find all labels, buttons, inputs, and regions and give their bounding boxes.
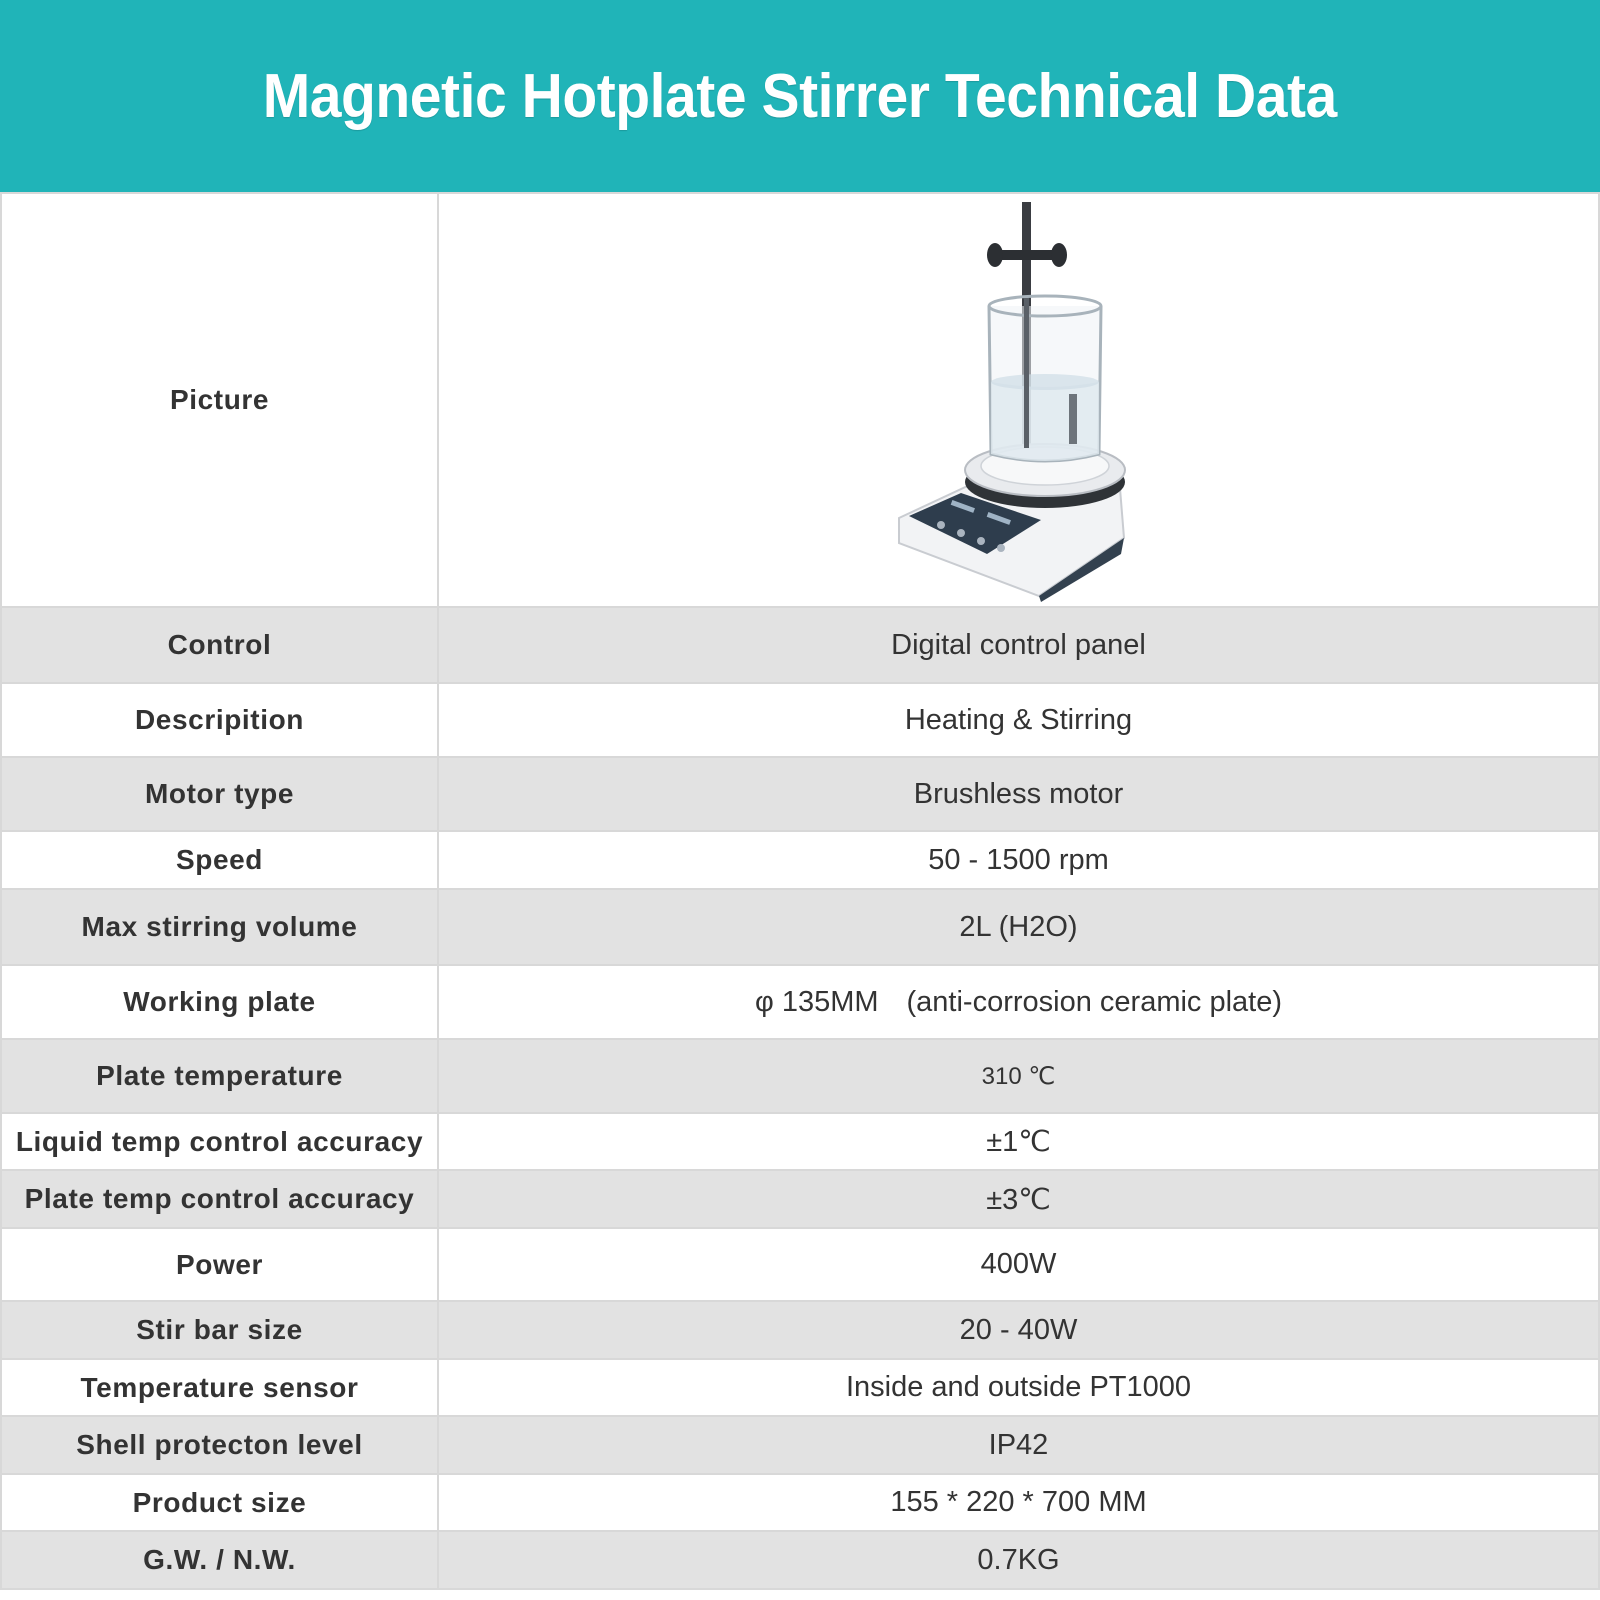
- spec-label: Shell protecton level: [1, 1416, 438, 1474]
- spec-label: Liquid temp control accuracy: [1, 1113, 438, 1170]
- spec-row: [1, 1474, 1599, 1531]
- spec-label: Temperature sensor: [1, 1359, 438, 1416]
- spec-value: 20 - 40W: [438, 1301, 1599, 1359]
- spec-value: Digital control panel: [438, 607, 1599, 683]
- spec-value: 310 ℃: [438, 1039, 1599, 1113]
- spec-row: [1, 1039, 1599, 1113]
- page-header: [0, 0, 1600, 192]
- spec-row: [1, 1531, 1599, 1589]
- spec-value: [438, 965, 1599, 1039]
- spec-label: Control: [1, 607, 438, 683]
- spec-row: [1, 889, 1599, 965]
- page-title: Magnetic Hotplate Stirrer Technical Data: [262, 61, 1338, 131]
- spec-row: [1, 965, 1599, 1039]
- spec-value: Inside and outside PT1000: [438, 1359, 1599, 1416]
- spec-value: ±3℃: [438, 1170, 1599, 1228]
- spec-label: Plate temperature: [1, 1039, 438, 1113]
- spec-value: 50 - 1500 rpm: [438, 831, 1599, 889]
- hotplate-stirrer-image: [869, 198, 1169, 602]
- spec-row: [1, 1359, 1599, 1416]
- spec-label: Plate temp control accuracy: [1, 1170, 438, 1228]
- spec-label: Descripition: [1, 683, 438, 757]
- spec-label: G.W. / N.W.: [1, 1531, 438, 1589]
- working-plate-material: (anti-corrosion ceramic plate): [906, 985, 1283, 1018]
- spec-row: [1, 1416, 1599, 1474]
- spec-row: [1, 757, 1599, 831]
- working-plate-diameter: φ 135MM: [754, 985, 879, 1018]
- spec-row-picture: [1, 193, 1599, 607]
- product-picture-cell: [438, 193, 1599, 607]
- spec-label: Product size: [1, 1474, 438, 1531]
- spec-value: 400W: [438, 1228, 1599, 1301]
- spec-value: ±1℃: [438, 1113, 1599, 1170]
- spec-label: Power: [1, 1228, 438, 1301]
- spec-value: Brushless motor: [438, 757, 1599, 831]
- spec-row: [1, 1301, 1599, 1359]
- spec-label: Stir bar size: [1, 1301, 438, 1359]
- spec-value: IP42: [438, 1416, 1599, 1474]
- spec-row: [1, 1113, 1599, 1170]
- spec-row: [1, 683, 1599, 757]
- spec-label: Max stirring volume: [1, 889, 438, 965]
- spec-table: [0, 192, 1600, 1590]
- spec-label: Picture: [1, 193, 438, 607]
- spec-row: [1, 1170, 1599, 1228]
- spec-label: Speed: [1, 831, 438, 889]
- spec-label: Working plate: [1, 965, 438, 1039]
- spec-value: 2L (H2O): [438, 889, 1599, 965]
- spec-row: [1, 831, 1599, 889]
- spec-value: 0.7KG: [438, 1531, 1599, 1589]
- spec-label: Motor type: [1, 757, 438, 831]
- spec-value: Heating & Stirring: [438, 683, 1599, 757]
- spec-row: [1, 607, 1599, 683]
- spec-value: 155 * 220 * 700 MM: [438, 1474, 1599, 1531]
- spec-row: [1, 1228, 1599, 1301]
